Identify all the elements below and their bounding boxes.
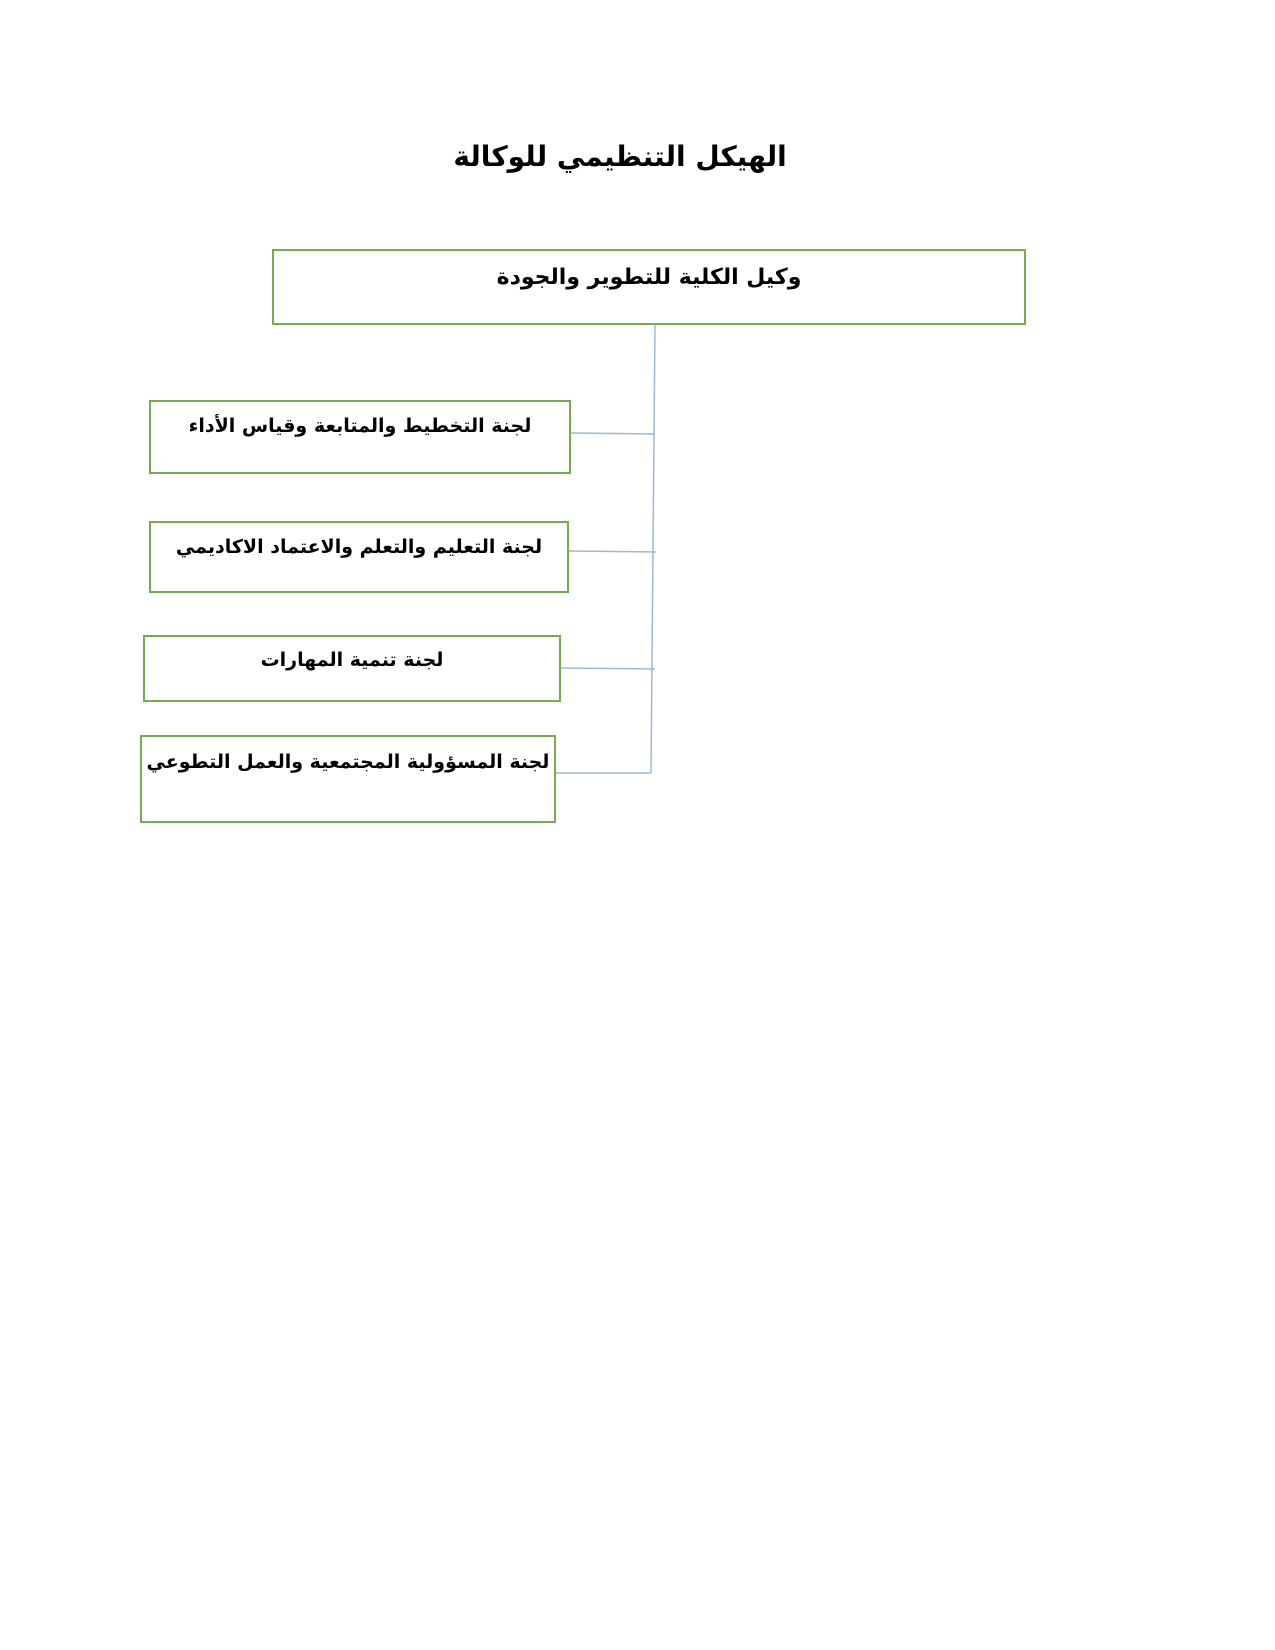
committee-box-teaching (149, 521, 569, 593)
page-title: الهيكل التنظيمي للوكالة (453, 140, 787, 173)
committee-box-community (140, 735, 556, 823)
committee-label: لجنة التخطيط والمتابعة وقياس الأداء (188, 415, 532, 437)
head-box (272, 249, 1026, 325)
committee-label: لجنة المسؤولية المجتمعية والعمل التطوعي (146, 751, 550, 773)
trunk-line (651, 325, 655, 773)
committee-box-skills (143, 635, 561, 702)
committee-label: لجنة تنمية المهارات (260, 649, 444, 671)
head-label: وكيل الكلية للتطوير والجودة (496, 265, 802, 290)
committee-box-planning (149, 400, 571, 474)
committee-label: لجنة التعليم والتعلم والاعتماد الاكاديمي (175, 536, 543, 558)
branch-line-2 (569, 551, 656, 552)
branch-line-3 (561, 668, 655, 669)
branch-line-1 (571, 433, 655, 434)
